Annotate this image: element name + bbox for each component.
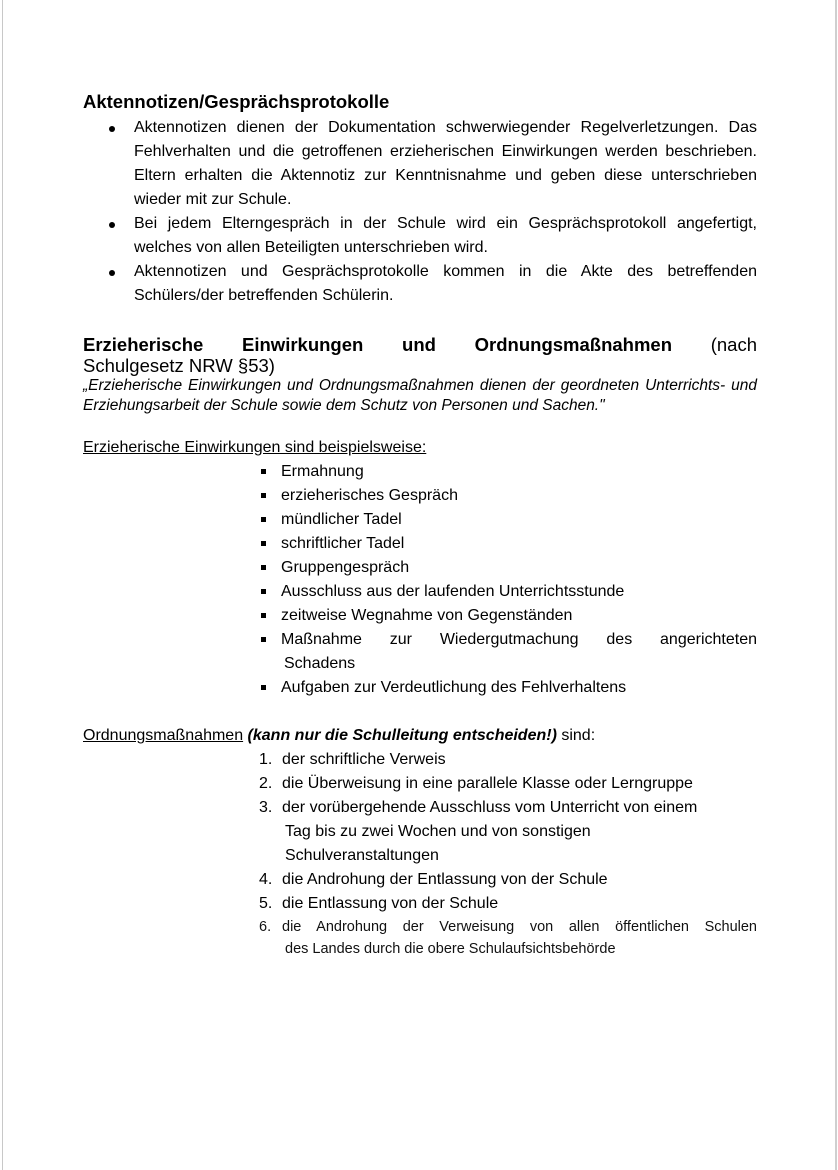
list-item: Aktennotizen und Gesprächsprotokolle kommen in die Akte des betreffenden Schülers/der betreffenden Schülerin. [83, 260, 757, 308]
ordnungsmassnahmen-heading: Ordnungsmaßnahmen (kann nur die Schulleitung entscheiden!) sind: [83, 727, 596, 744]
list-item: 2. die Überweisung in eine parallele Klasse oder Lerngruppe [259, 775, 693, 792]
square-bullet-icon [261, 613, 266, 618]
list-item: Ermahnung [258, 460, 757, 484]
list-item: schriftlicher Tadel [258, 532, 757, 556]
list-item: mündlicher Tadel [258, 508, 757, 532]
square-bullet-icon [261, 565, 266, 570]
list-item: erzieherisches Gespräch [258, 484, 757, 508]
page-border-right [835, 0, 837, 1170]
list-item: Ausschluss aus der laufenden Unterrichtsstunde [258, 580, 757, 604]
list-item: Aktennotizen dienen der Dokumentation schwerwiegender Regelverletzungen. Das Fehlverhalten und die getroffenen erzieherischen Einwirkungen werden beschrieben. Eltern erhalten die Aktennotiz zur Kenntnisnahme und geben diese unterschrieben wieder mit zur Schule. [83, 116, 757, 212]
list-item-continuation: Tag bis zu zwei Wochen und von sonstigen [285, 823, 591, 840]
square-bullet-icon [261, 469, 266, 474]
square-bullet-icon [261, 493, 266, 498]
square-bullet-icon [261, 685, 266, 690]
ordnungsmassnahmen-list [83, 748, 757, 960]
section-erzieherische-einwirkungen [83, 334, 757, 960]
einwirkungen-list [83, 460, 757, 700]
square-bullet-icon [261, 637, 266, 642]
bullet-icon [109, 222, 115, 228]
square-bullet-icon [261, 517, 266, 522]
bullet-icon [109, 270, 115, 276]
list-item-continuation: Schulveranstaltungen [285, 847, 439, 864]
section-heading-line2: Schulgesetz NRW §53) [83, 355, 275, 376]
list-item: Maßnahme zur Wiedergutmachung des angerichteten [258, 628, 757, 652]
list-item-continuation: des Landes durch die obere Schulaufsichtsbehörde [285, 941, 616, 957]
square-bullet-icon [261, 541, 266, 546]
page-border-left [2, 0, 3, 1170]
list-item: 5. die Entlassung von der Schule [259, 895, 499, 912]
list-item: Bei jedem Elterngespräch in der Schule wird ein Gesprächsprotokoll angefertigt, welches von allen Beteiligten unterschrieben wird. [83, 212, 757, 260]
list-item-continuation: Schadens [284, 655, 356, 672]
square-bullet-icon [261, 589, 266, 594]
document-page [83, 90, 757, 960]
section-heading-aktennotizen: Aktennotizen/Gesprächsprotokolle [83, 91, 390, 112]
bullet-icon [109, 126, 115, 132]
list-item: Aufgaben zur Verdeutlichung des Fehlverhaltens [258, 676, 757, 700]
section-heading-erzieherische: Erzieherische Einwirkungen und Ordnungsmaßnahmen (nach [83, 334, 757, 355]
list-item: 6. die Androhung der Verweisung von allen öffentlichen Schulen [259, 919, 757, 935]
einwirkungen-heading: Erzieherische Einwirkungen sind beispielsweise: [83, 439, 427, 456]
aktennotizen-bullet-list [83, 116, 757, 308]
list-item: Gruppengespräch [258, 556, 757, 580]
list-item: 1. der schriftliche Verweis [259, 751, 446, 768]
list-item: 3. der vorübergehende Ausschluss vom Unterricht von einem [259, 799, 698, 816]
law-quote: „Erzieherische Einwirkungen und Ordnungsmaßnahmen dienen der geordneten Unterrichts- und Erziehungsarbeit der Schule sowie dem Schutz von Personen und Sachen." [83, 377, 757, 414]
list-item: 4. die Androhung der Entlassung von der Schule [259, 871, 608, 888]
list-item: zeitweise Wegnahme von Gegenständen [258, 604, 757, 628]
